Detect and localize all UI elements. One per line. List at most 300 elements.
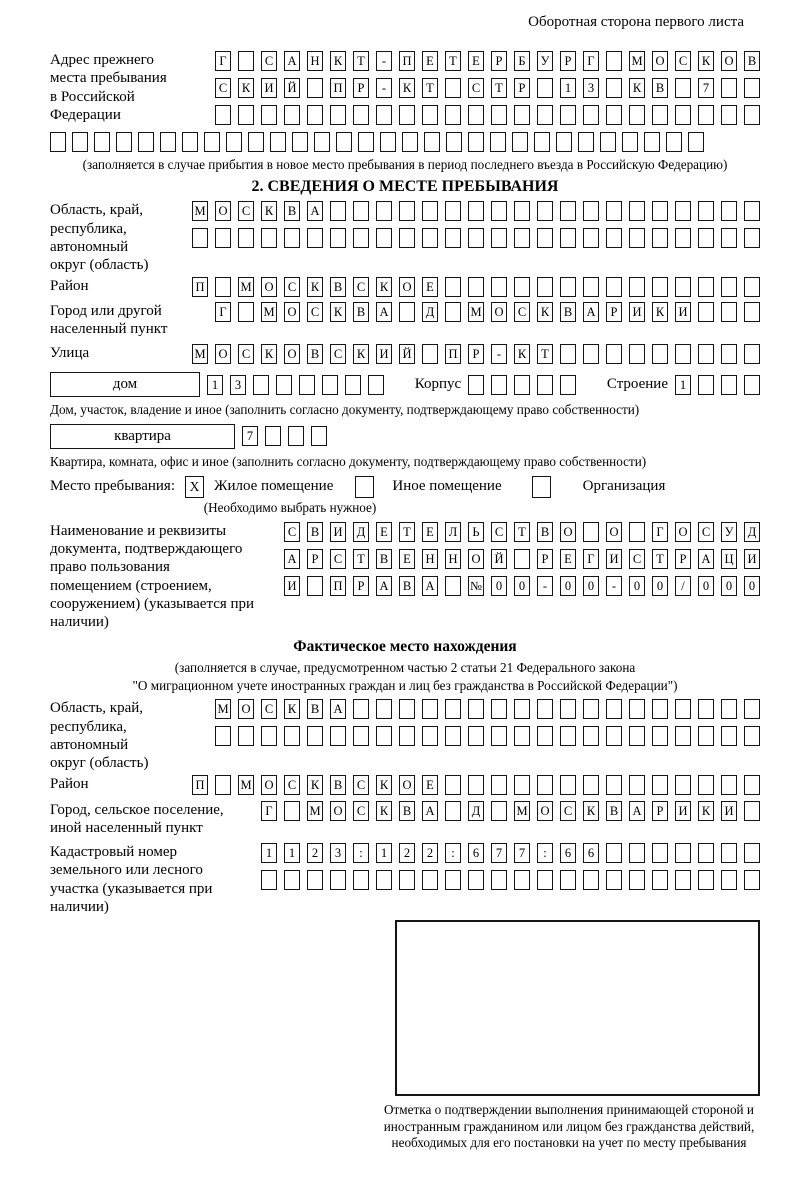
stroenie-row[interactable] — [675, 375, 760, 395]
char-box[interactable] — [446, 132, 462, 152]
char-box[interactable]: К — [238, 78, 254, 98]
char-box[interactable]: Р — [353, 576, 369, 596]
char-box[interactable] — [652, 344, 668, 364]
char-box[interactable]: О — [330, 801, 346, 821]
char-box[interactable]: С — [353, 801, 369, 821]
char-box[interactable] — [583, 522, 599, 542]
prev-address-row-2[interactable] — [215, 78, 760, 98]
char-box[interactable] — [238, 726, 254, 746]
char-box[interactable]: С — [468, 78, 484, 98]
char-box[interactable] — [376, 201, 392, 221]
char-box[interactable] — [560, 699, 576, 719]
char-box[interactable] — [445, 775, 461, 795]
char-box[interactable]: А — [698, 549, 714, 569]
char-box[interactable] — [606, 344, 622, 364]
char-box[interactable] — [468, 775, 484, 795]
char-box[interactable] — [322, 375, 338, 395]
char-box[interactable]: В — [307, 699, 323, 719]
char-box[interactable] — [698, 105, 714, 125]
actual-oblast-row-1[interactable] — [215, 699, 760, 719]
char-box[interactable] — [238, 302, 254, 322]
char-box[interactable]: О — [238, 699, 254, 719]
char-box[interactable] — [468, 870, 484, 890]
char-box[interactable]: С — [284, 775, 300, 795]
char-box[interactable]: Е — [422, 51, 438, 71]
char-box[interactable]: 3 — [330, 843, 346, 863]
char-box[interactable] — [399, 870, 415, 890]
char-box[interactable] — [675, 105, 691, 125]
char-box[interactable]: В — [399, 801, 415, 821]
char-box[interactable] — [399, 228, 415, 248]
char-box[interactable] — [376, 699, 392, 719]
char-box[interactable]: Е — [422, 522, 438, 542]
char-box[interactable]: - — [491, 344, 507, 364]
char-box[interactable]: Т — [491, 78, 507, 98]
char-box[interactable] — [721, 843, 737, 863]
char-box[interactable]: К — [330, 302, 346, 322]
char-box[interactable]: О — [675, 522, 691, 542]
char-box[interactable]: К — [376, 801, 392, 821]
flat-number-row[interactable] — [242, 426, 327, 446]
char-box[interactable]: А — [307, 201, 323, 221]
char-box[interactable] — [445, 726, 461, 746]
char-box[interactable]: Т — [445, 51, 461, 71]
char-box[interactable] — [675, 726, 691, 746]
char-box[interactable] — [353, 228, 369, 248]
char-box[interactable] — [721, 78, 737, 98]
char-box[interactable] — [353, 726, 369, 746]
char-box[interactable]: 7 — [491, 843, 507, 863]
char-box[interactable]: Т — [652, 549, 668, 569]
char-box[interactable] — [288, 426, 304, 446]
char-box[interactable]: С — [514, 302, 530, 322]
char-box[interactable] — [491, 699, 507, 719]
char-box[interactable] — [652, 726, 668, 746]
char-box[interactable]: П — [192, 775, 208, 795]
char-box[interactable]: Й — [284, 78, 300, 98]
char-box[interactable] — [606, 870, 622, 890]
char-box[interactable] — [284, 726, 300, 746]
char-box[interactable]: Р — [353, 78, 369, 98]
char-box[interactable] — [94, 132, 110, 152]
char-box[interactable] — [307, 870, 323, 890]
char-box[interactable]: В — [284, 201, 300, 221]
char-box[interactable] — [399, 105, 415, 125]
char-box[interactable] — [491, 801, 507, 821]
char-box[interactable]: В — [330, 277, 346, 297]
char-box[interactable]: О — [215, 344, 231, 364]
gorod-row[interactable] — [215, 302, 760, 322]
char-box[interactable]: Б — [514, 51, 530, 71]
char-box[interactable]: С — [353, 775, 369, 795]
char-box[interactable] — [445, 105, 461, 125]
char-box[interactable] — [560, 344, 576, 364]
char-box[interactable] — [606, 775, 622, 795]
char-box[interactable] — [358, 132, 374, 152]
char-box[interactable] — [606, 51, 622, 71]
char-box[interactable] — [422, 699, 438, 719]
char-box[interactable]: К — [583, 801, 599, 821]
char-box[interactable] — [445, 699, 461, 719]
char-box[interactable] — [445, 870, 461, 890]
char-box[interactable] — [192, 228, 208, 248]
char-box[interactable]: 1 — [560, 78, 576, 98]
char-box[interactable] — [583, 228, 599, 248]
char-box[interactable] — [652, 843, 668, 863]
char-box[interactable] — [307, 228, 323, 248]
char-box[interactable] — [721, 375, 737, 395]
char-box[interactable] — [675, 78, 691, 98]
char-box[interactable] — [330, 201, 346, 221]
char-box[interactable]: Л — [445, 522, 461, 542]
char-box[interactable]: Е — [399, 549, 415, 569]
char-box[interactable] — [537, 277, 553, 297]
char-box[interactable]: М — [238, 775, 254, 795]
char-box[interactable] — [675, 699, 691, 719]
char-box[interactable] — [292, 132, 308, 152]
char-box[interactable] — [307, 576, 323, 596]
char-box[interactable]: К — [284, 699, 300, 719]
char-box[interactable] — [537, 105, 553, 125]
char-box[interactable] — [675, 870, 691, 890]
char-box[interactable]: К — [307, 277, 323, 297]
actual-oblast-row-2[interactable] — [215, 726, 760, 746]
char-box[interactable] — [606, 277, 622, 297]
char-box[interactable]: 1 — [261, 843, 277, 863]
char-box[interactable]: С — [698, 522, 714, 542]
char-box[interactable]: Н — [445, 549, 461, 569]
char-box[interactable] — [307, 78, 323, 98]
char-box[interactable] — [314, 132, 330, 152]
char-box[interactable] — [491, 277, 507, 297]
char-box[interactable] — [160, 132, 176, 152]
char-box[interactable]: Р — [652, 801, 668, 821]
char-box[interactable] — [514, 228, 530, 248]
char-box[interactable] — [537, 699, 553, 719]
char-box[interactable]: Р — [675, 549, 691, 569]
char-box[interactable]: П — [399, 51, 415, 71]
char-box[interactable]: А — [629, 801, 645, 821]
cadastre-row-1[interactable] — [261, 843, 760, 863]
char-box[interactable]: Н — [422, 549, 438, 569]
char-box[interactable] — [445, 801, 461, 821]
char-box[interactable]: С — [491, 522, 507, 542]
char-box[interactable] — [514, 201, 530, 221]
char-box[interactable]: В — [399, 576, 415, 596]
char-box[interactable]: С — [629, 549, 645, 569]
char-box[interactable] — [445, 228, 461, 248]
char-box[interactable] — [307, 726, 323, 746]
char-box[interactable]: Д — [468, 801, 484, 821]
char-box[interactable] — [652, 105, 668, 125]
char-box[interactable]: 7 — [242, 426, 258, 446]
char-box[interactable] — [560, 775, 576, 795]
char-box[interactable] — [491, 775, 507, 795]
char-box[interactable] — [445, 277, 461, 297]
char-box[interactable] — [600, 132, 616, 152]
korpus-row[interactable] — [468, 375, 576, 395]
char-box[interactable]: : — [537, 843, 553, 863]
char-box[interactable]: К — [376, 277, 392, 297]
char-box[interactable] — [399, 302, 415, 322]
char-box[interactable]: - — [376, 51, 392, 71]
char-box[interactable] — [311, 426, 327, 446]
char-box[interactable]: К — [261, 201, 277, 221]
char-box[interactable] — [253, 375, 269, 395]
char-box[interactable] — [261, 228, 277, 248]
char-box[interactable]: К — [698, 51, 714, 71]
char-box[interactable] — [629, 522, 645, 542]
char-box[interactable] — [688, 132, 704, 152]
char-box[interactable] — [534, 132, 550, 152]
char-box[interactable]: : — [353, 843, 369, 863]
char-box[interactable] — [675, 843, 691, 863]
char-box[interactable] — [215, 775, 231, 795]
char-box[interactable]: В — [376, 549, 392, 569]
char-box[interactable] — [652, 228, 668, 248]
char-box[interactable] — [583, 344, 599, 364]
char-box[interactable]: Р — [514, 78, 530, 98]
char-box[interactable]: О — [560, 522, 576, 542]
char-box[interactable] — [399, 726, 415, 746]
char-box[interactable] — [491, 201, 507, 221]
char-box[interactable]: А — [330, 699, 346, 719]
char-box[interactable] — [261, 105, 277, 125]
char-box[interactable]: Е — [560, 549, 576, 569]
char-box[interactable]: С — [215, 78, 231, 98]
char-box[interactable]: С — [330, 344, 346, 364]
actual-gorod-row[interactable] — [261, 801, 760, 821]
char-box[interactable] — [744, 801, 760, 821]
char-box[interactable] — [744, 843, 760, 863]
char-box[interactable] — [644, 132, 660, 152]
char-box[interactable] — [491, 870, 507, 890]
char-box[interactable] — [698, 302, 714, 322]
char-box[interactable]: И — [675, 801, 691, 821]
char-box[interactable]: О — [652, 51, 668, 71]
char-box[interactable]: О — [399, 277, 415, 297]
char-box[interactable]: 1 — [376, 843, 392, 863]
char-box[interactable] — [606, 105, 622, 125]
char-box[interactable] — [445, 78, 461, 98]
char-box[interactable] — [330, 228, 346, 248]
char-box[interactable]: 0 — [744, 576, 760, 596]
char-box[interactable]: И — [330, 522, 346, 542]
char-box[interactable]: А — [284, 549, 300, 569]
char-box[interactable]: А — [376, 302, 392, 322]
char-box[interactable]: Е — [376, 522, 392, 542]
char-box[interactable]: К — [307, 775, 323, 795]
char-box[interactable]: : — [445, 843, 461, 863]
char-box[interactable]: 0 — [491, 576, 507, 596]
char-box[interactable]: И — [675, 302, 691, 322]
char-box[interactable]: М — [629, 51, 645, 71]
char-box[interactable] — [537, 78, 553, 98]
char-box[interactable]: К — [629, 78, 645, 98]
char-box[interactable] — [491, 105, 507, 125]
char-box[interactable]: 7 — [514, 843, 530, 863]
char-box[interactable]: Г — [583, 51, 599, 71]
char-box[interactable] — [514, 699, 530, 719]
char-box[interactable] — [353, 699, 369, 719]
char-box[interactable]: Г — [583, 549, 599, 569]
char-box[interactable] — [583, 699, 599, 719]
char-box[interactable] — [629, 344, 645, 364]
char-box[interactable]: Д — [422, 302, 438, 322]
char-box[interactable]: Й — [399, 344, 415, 364]
char-box[interactable] — [468, 277, 484, 297]
char-box[interactable] — [355, 476, 374, 498]
char-box[interactable]: 7 — [698, 78, 714, 98]
char-box[interactable]: В — [330, 775, 346, 795]
char-box[interactable] — [629, 699, 645, 719]
char-box[interactable] — [744, 228, 760, 248]
stay-checkbox-zhiloe[interactable] — [185, 476, 204, 498]
char-box[interactable]: М — [514, 801, 530, 821]
char-box[interactable] — [215, 228, 231, 248]
char-box[interactable]: Е — [468, 51, 484, 71]
char-box[interactable]: К — [399, 78, 415, 98]
char-box[interactable] — [368, 375, 384, 395]
char-box[interactable]: С — [307, 302, 323, 322]
char-box[interactable]: - — [537, 576, 553, 596]
char-box[interactable] — [721, 228, 737, 248]
char-box[interactable]: М — [261, 302, 277, 322]
char-box[interactable] — [556, 132, 572, 152]
char-box[interactable]: 1 — [284, 843, 300, 863]
char-box[interactable] — [629, 201, 645, 221]
char-box[interactable]: / — [675, 576, 691, 596]
char-box[interactable]: К — [353, 344, 369, 364]
char-box[interactable]: О — [537, 801, 553, 821]
char-box[interactable]: А — [376, 576, 392, 596]
char-box[interactable]: С — [330, 549, 346, 569]
char-box[interactable]: С — [284, 522, 300, 542]
char-box[interactable] — [744, 277, 760, 297]
char-box[interactable] — [422, 726, 438, 746]
char-box[interactable]: А — [284, 51, 300, 71]
char-box[interactable] — [468, 201, 484, 221]
char-box[interactable] — [629, 726, 645, 746]
char-box[interactable] — [721, 344, 737, 364]
char-box[interactable] — [261, 870, 277, 890]
char-box[interactable]: К — [652, 302, 668, 322]
char-box[interactable]: К — [261, 344, 277, 364]
char-box[interactable] — [698, 870, 714, 890]
char-box[interactable]: С — [560, 801, 576, 821]
rayon-row[interactable] — [192, 277, 760, 297]
char-box[interactable] — [721, 699, 737, 719]
char-box[interactable]: 0 — [514, 576, 530, 596]
char-box[interactable]: О — [491, 302, 507, 322]
char-box[interactable]: А — [583, 302, 599, 322]
char-box[interactable] — [299, 375, 315, 395]
char-box[interactable]: О — [284, 302, 300, 322]
char-box[interactable]: Г — [652, 522, 668, 542]
char-box[interactable]: В — [560, 302, 576, 322]
char-box[interactable]: 6 — [468, 843, 484, 863]
char-box[interactable]: И — [744, 549, 760, 569]
char-box[interactable] — [116, 132, 132, 152]
char-box[interactable]: Е — [422, 277, 438, 297]
char-box[interactable]: 0 — [652, 576, 668, 596]
char-box[interactable] — [284, 870, 300, 890]
stay-checkbox-inoe[interactable] — [355, 476, 374, 498]
char-box[interactable]: Р — [491, 51, 507, 71]
char-box[interactable] — [578, 132, 594, 152]
char-box[interactable] — [744, 344, 760, 364]
char-box[interactable] — [491, 228, 507, 248]
char-box[interactable]: В — [353, 302, 369, 322]
char-box[interactable] — [721, 775, 737, 795]
char-box[interactable] — [215, 277, 231, 297]
char-box[interactable] — [721, 277, 737, 297]
char-box[interactable]: М — [192, 344, 208, 364]
char-box[interactable]: С — [353, 277, 369, 297]
char-box[interactable] — [744, 201, 760, 221]
char-box[interactable] — [468, 105, 484, 125]
char-box[interactable] — [652, 201, 668, 221]
actual-rayon-row[interactable] — [192, 775, 760, 795]
char-box[interactable]: У — [537, 51, 553, 71]
char-box[interactable] — [537, 201, 553, 221]
char-box[interactable] — [345, 375, 361, 395]
char-box[interactable]: Т — [514, 522, 530, 542]
char-box[interactable] — [514, 105, 530, 125]
char-box[interactable] — [514, 277, 530, 297]
prev-address-row-1[interactable] — [215, 51, 760, 71]
cadastre-row-2[interactable] — [261, 870, 760, 890]
char-box[interactable]: П — [445, 344, 461, 364]
char-box[interactable]: Р — [468, 344, 484, 364]
char-box[interactable] — [652, 277, 668, 297]
oblast-row-1[interactable] — [192, 201, 760, 221]
char-box[interactable]: М — [468, 302, 484, 322]
char-box[interactable] — [721, 870, 737, 890]
char-box[interactable] — [514, 775, 530, 795]
char-box[interactable] — [698, 843, 714, 863]
char-box[interactable]: 2 — [399, 843, 415, 863]
char-box[interactable]: 1 — [675, 375, 691, 395]
char-box[interactable] — [698, 277, 714, 297]
char-box[interactable]: Т — [353, 549, 369, 569]
char-box[interactable]: И — [721, 801, 737, 821]
char-box[interactable] — [468, 132, 484, 152]
char-box[interactable] — [514, 726, 530, 746]
char-box[interactable]: - — [606, 576, 622, 596]
char-box[interactable] — [744, 302, 760, 322]
char-box[interactable] — [284, 801, 300, 821]
char-box[interactable] — [560, 201, 576, 221]
char-box[interactable] — [353, 870, 369, 890]
char-box[interactable]: О — [261, 775, 277, 795]
char-box[interactable]: О — [284, 344, 300, 364]
char-box[interactable] — [284, 228, 300, 248]
ulitsa-row[interactable] — [192, 344, 760, 364]
char-box[interactable]: М — [238, 277, 254, 297]
char-box[interactable] — [336, 132, 352, 152]
char-box[interactable]: Н — [307, 51, 323, 71]
char-box[interactable]: К — [514, 344, 530, 364]
char-box[interactable] — [606, 228, 622, 248]
char-box[interactable]: Д — [744, 522, 760, 542]
char-box[interactable] — [629, 228, 645, 248]
char-box[interactable] — [72, 132, 88, 152]
char-box[interactable]: 0 — [721, 576, 737, 596]
char-box[interactable]: 0 — [560, 576, 576, 596]
char-box[interactable] — [744, 726, 760, 746]
char-box[interactable]: В — [744, 51, 760, 71]
